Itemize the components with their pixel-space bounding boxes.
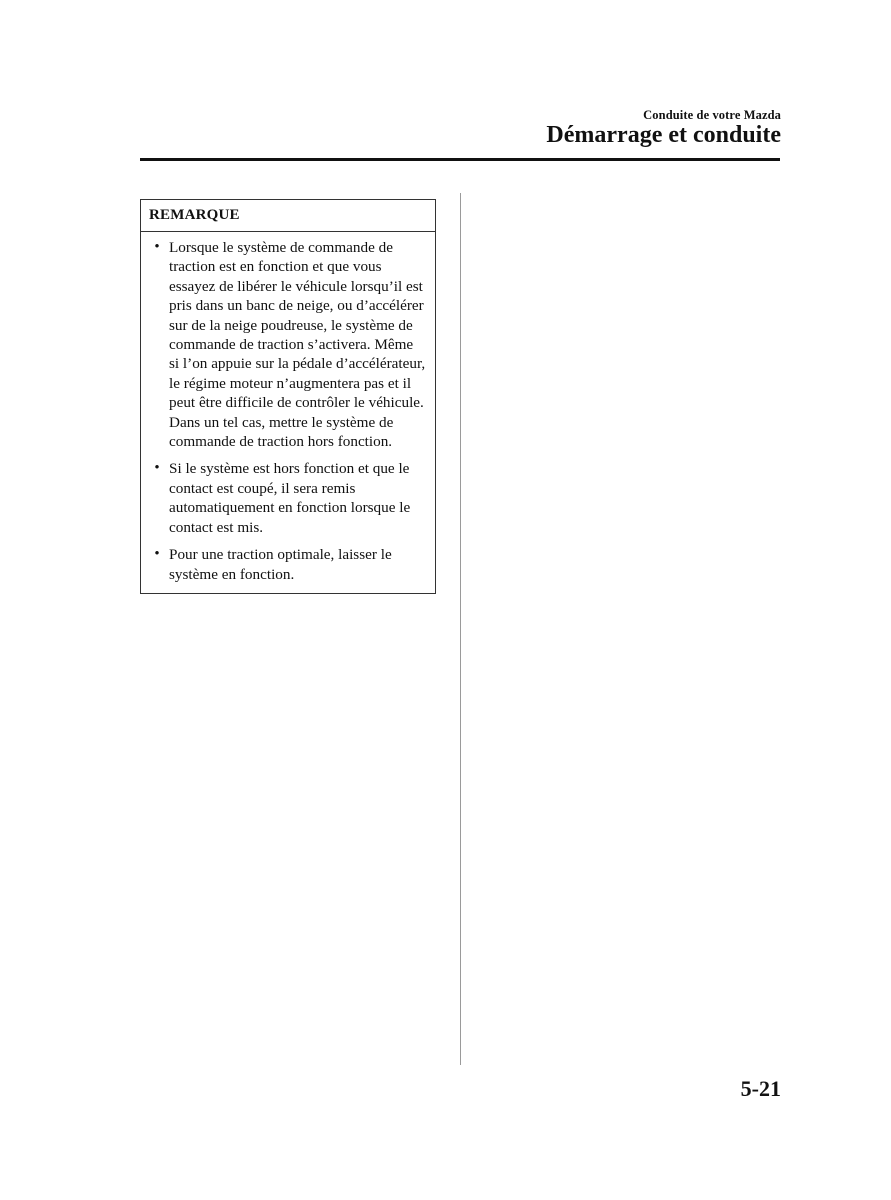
header-rule [140,158,780,161]
note-item-3 [151,545,427,584]
section-subtitle: Conduite de votre Mazda [643,108,781,122]
page-title: Démarrage et conduite [546,122,781,148]
note-item-1 [151,238,427,451]
bullet-icon: • [154,460,160,477]
note-list [141,232,435,593]
note-item-text: Pour une traction optimale, laisser le système en fonction. [169,546,392,583]
page-number: 5-21 [740,1076,781,1101]
column-divider [460,193,461,1065]
bullet-icon: • [154,239,160,255]
note-header: REMARQUE [141,200,435,232]
note-item-text: Lorsque le système de commande de traction est en fonction et que vous essayez de libérer le véhicule lorsqu’il est pris dans un banc de neige, ou d’accélérer sur de la neige poudreuse, le système de commande de traction s’activera. Même si l’on appuie sur la pédale d’accélérateur, le régime moteur n’augmentera pas et il peut être difficile de contrôler le véhicule. Dans un tel cas, mettre le système de commande de traction hors fonction. [169,239,426,451]
note-item-text: Si le système est hors fonction et que le contact est coupé, il sera remis automatiquement en fonction lorsque le contact est mis. [169,460,411,536]
note-item-2 [151,459,427,537]
bullet-icon: • [154,546,160,563]
note-box [140,199,436,594]
